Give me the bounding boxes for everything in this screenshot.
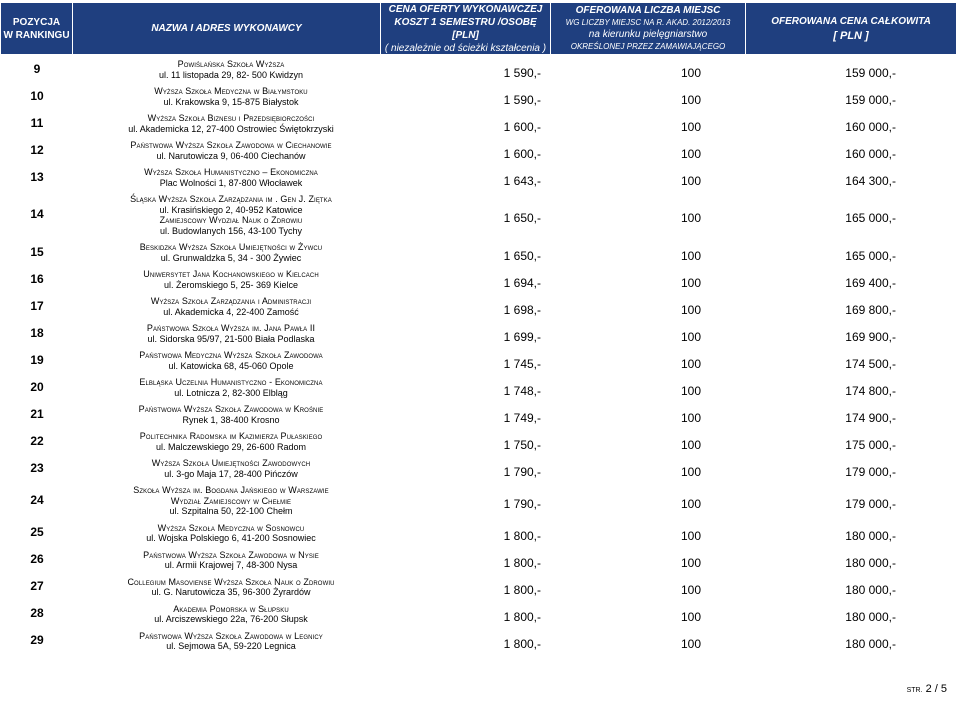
row-cost: 1 600,- [503, 146, 541, 161]
row-cost: 1 600,- [503, 119, 541, 134]
vendor-name: Politechnika Radomska im Kazimierza Pułaskiego [139, 431, 323, 441]
row-cost: 1 800,- [503, 556, 541, 570]
row-rank: 25 [30, 525, 44, 539]
row-vendor [81, 550, 381, 571]
row-rank: 17 [30, 298, 44, 313]
row-total: 180 000,- [845, 556, 896, 570]
table-row [1, 430, 956, 457]
header-cost-line2: KOSZT 1 SEMESTRU /OSOBĘ [PLN] [394, 16, 537, 41]
page-label: STR. [906, 687, 923, 694]
header-cost [381, 3, 551, 54]
row-rank: 18 [30, 325, 44, 340]
table-row [1, 139, 956, 166]
row-rank: 16 [30, 271, 44, 286]
vendor-name: Akademia Pomorska w Słupsku [173, 603, 289, 614]
vendor-address: ul. Arciszewskiego 22a, 76-200 Słupsk [154, 614, 308, 624]
row-vendor [81, 167, 381, 188]
row-places: 100 [680, 496, 702, 511]
vendor-name: Państwowa Wyższa Szkoła Zawodowa w Legnicy [139, 630, 323, 641]
row-cost: 1 800,- [503, 637, 541, 651]
header-name [73, 3, 381, 54]
row-places: 100 [680, 248, 702, 263]
table-row [1, 549, 956, 576]
table-row [1, 193, 956, 241]
row-places: 100 [680, 383, 702, 398]
row-total: 169 900,- [845, 329, 896, 344]
row-vendor [81, 140, 381, 161]
header-places-line2: WG LICZBY MIEJSC NA R. AKAD. 2012/2013 [565, 17, 731, 27]
row-cost: 1 745,- [503, 356, 541, 371]
row-cost: 1 748,- [503, 383, 541, 398]
vendor-name: Collegium Masoviense Wyższa Szkoła Nauk o Zdrowiu [127, 576, 335, 587]
row-vendor [81, 113, 381, 134]
vendor-address: ul. Malczewskiego 29, 26-600 Radom [155, 441, 307, 452]
page-number [907, 683, 947, 695]
row-rank: 9 [33, 61, 41, 76]
vendor-name: Wyższa Szkoła Medyczna w Białymstoku [154, 86, 308, 96]
row-total: 164 300,- [845, 173, 896, 188]
header-places-line3: na kierunku pielęgniarstwo [588, 28, 708, 40]
row-cost: 1 750,- [503, 437, 541, 452]
row-places: 100 [680, 610, 702, 624]
vendor-address: ul. Lotnicza 2, 82-300 Elbląg [174, 387, 288, 398]
row-vendor [81, 431, 381, 452]
row-vendor [81, 269, 381, 290]
row-cost: 1 590,- [503, 65, 541, 80]
row-vendor [81, 296, 381, 317]
vendor-address: ul. Sejmowa 5A, 59-220 Legnica [166, 641, 296, 651]
vendor-address: ul. Grunwaldzka 5, 34 - 300 Żywiec [160, 252, 302, 263]
vendor-name: Wyższa Szkoła Medyczna w Sosnowcu [157, 522, 305, 533]
row-cost: 1 590,- [503, 92, 541, 107]
row-places: 100 [680, 464, 702, 479]
vendor-address: ul. Szpitalna 50, 22-100 Chełm [169, 506, 293, 516]
vendor-name: Państwowa Wyższa Szkoła Zawodowa w Nysie [143, 549, 319, 560]
table-row [1, 112, 956, 139]
row-rank: 13 [30, 169, 44, 184]
row-vendor [81, 350, 381, 371]
row-cost: 1 790,- [503, 464, 541, 479]
row-total: 165 000,- [845, 211, 896, 225]
row-vendor [81, 59, 381, 80]
row-total: 180 000,- [845, 529, 896, 543]
row-rank: 10 [30, 88, 44, 103]
row-vendor [81, 631, 381, 652]
row-cost: 1 800,- [503, 610, 541, 624]
row-total: 180 000,- [845, 583, 896, 597]
row-cost: 1 694,- [503, 275, 541, 290]
row-places: 100 [680, 556, 702, 570]
row-places: 100 [680, 356, 702, 371]
row-cost: 1 698,- [503, 302, 541, 317]
row-vendor [81, 458, 381, 479]
row-places: 100 [680, 211, 702, 225]
row-places: 100 [680, 637, 702, 651]
vendor-address: Rynek 1, 38-400 Krosno [182, 414, 280, 425]
row-vendor [81, 86, 381, 107]
vendor-address: ul. Narutowicza 9, 06-400 Ciechanów [156, 150, 306, 161]
vendor-address: ul. Żeromskiego 5, 25- 369 Kielce [163, 279, 299, 290]
row-total: 165 000,- [845, 248, 896, 263]
row-vendor [81, 523, 381, 544]
header-places [551, 3, 746, 54]
table-row [1, 522, 956, 549]
row-rank: 23 [30, 460, 44, 475]
header-cost-line3: ( niezależnie od ścieżki kształcenia ) [384, 42, 547, 54]
table-row [1, 630, 956, 657]
row-total: 174 500,- [845, 356, 896, 371]
row-rank: 26 [30, 552, 44, 566]
vendor-address: ul. 11 listopada 29, 82- 500 Kwidzyn [159, 69, 303, 80]
table-row [1, 166, 956, 193]
row-rank: 20 [30, 379, 44, 394]
vendor-name: Zamiejscowy Wydział Nauk o Zdrowiu [159, 215, 303, 225]
header-rank [1, 3, 73, 54]
vendor-address: ul. Wojska Polskiego 6, 41-200 Sosnowiec [146, 533, 316, 543]
row-total: 159 000,- [845, 65, 896, 80]
row-rank: 22 [30, 433, 44, 448]
vendor-address: ul. Akademicka 12, 27-400 Ostrowiec Świętokrzyski [128, 123, 334, 134]
vendor-name: Uniwersytet Jana Kochanowskiego w Kielcach [143, 269, 319, 279]
table-row [1, 484, 956, 522]
header-places-line4: OKREŚLONEJ PRZEZ ZAMAWIAJĄCEGO [570, 41, 726, 51]
table-header [1, 3, 956, 54]
table-row [1, 295, 956, 322]
row-vendor [81, 323, 381, 344]
row-total: 179 000,- [845, 496, 896, 511]
vendor-address: ul. G. Narutowicza 35, 96-300 Żyrardów [151, 587, 311, 597]
table-row [1, 349, 956, 376]
table-row [1, 85, 956, 112]
row-rank: 21 [30, 406, 44, 421]
vendor-address: ul. Sidorska 95/97, 21-500 Biała Podlaska [147, 333, 315, 344]
row-vendor [81, 604, 381, 625]
row-cost: 1 790,- [503, 496, 541, 511]
table-row [1, 58, 956, 85]
header-name-text: NAZWA I ADRES WYKONAWCY [151, 23, 302, 34]
table-row [1, 603, 956, 630]
row-rank: 14 [30, 207, 44, 221]
vendor-address: ul. Armii Krajowej 7, 48-300 Nysa [164, 560, 298, 570]
table-row [1, 322, 956, 349]
row-total: 160 000,- [845, 119, 896, 134]
vendor-address: ul. 3-go Maja 17, 28-400 Pińczów [164, 468, 298, 479]
row-places: 100 [680, 275, 702, 290]
table-row [1, 376, 956, 403]
table-row [1, 241, 956, 268]
row-places: 100 [680, 173, 702, 188]
row-vendor [81, 404, 381, 425]
row-vendor [81, 242, 381, 263]
header-total [746, 3, 956, 54]
row-total: 160 000,- [845, 146, 896, 161]
row-total: 180 000,- [845, 610, 896, 624]
header-cost-line1: CENA OFERTY WYKONAWCZEJ [388, 3, 543, 15]
row-vendor [81, 194, 381, 236]
row-places: 100 [680, 583, 702, 597]
vendor-name: Wydział Zamiejscowy w Chełmie [170, 495, 292, 506]
vendor-name: Państwowa Wyższa Szkoła Zawodowa w Krośnie [138, 404, 324, 414]
vendor-name: Państwowa Medyczna Wyższa Szkoła Zawodowa [139, 350, 323, 360]
row-rank: 11 [30, 115, 44, 130]
table-row [1, 457, 956, 484]
vendor-address: ul. Budowlanych 156, 43-100 Tychy [160, 225, 302, 236]
row-places: 100 [680, 329, 702, 344]
header-total-line2: [ PLN ] [833, 29, 869, 42]
row-cost: 1 650,- [503, 248, 541, 263]
vendor-name: Powiślańska Szkoła Wyższa [177, 59, 285, 69]
vendor-name: Wyższa Szkoła Biznesu i Przedsiębiorczości [147, 113, 315, 123]
row-vendor [81, 485, 381, 517]
vendor-name: Szkoła Wyższa im. Bogdana Jańskiego w Warszawie [133, 485, 329, 495]
header-places-line1: OFEROWANA LICZBA MIEJSC [575, 4, 721, 16]
vendor-address: ul. Akademicka 4, 22-400 Zamość [163, 306, 299, 317]
vendor-address: ul. Krakowska 9, 15-875 Białystok [163, 96, 299, 107]
row-rank: 15 [30, 244, 44, 259]
row-places: 100 [680, 119, 702, 134]
row-cost: 1 650,- [503, 211, 541, 225]
row-total: 174 900,- [845, 410, 896, 425]
vendor-name: Wyższa Szkoła Umiejętności Zawodowych [151, 458, 311, 468]
vendor-name: Elbląska Uczelnia Humanistyczno - Ekonomiczna [139, 377, 323, 387]
row-rank: 19 [30, 352, 44, 367]
row-places: 100 [680, 410, 702, 425]
row-cost: 1 643,- [503, 173, 541, 188]
row-vendor [81, 377, 381, 398]
vendor-address: ul. Katowicka 68, 45-060 Opole [168, 360, 294, 371]
row-rank: 27 [30, 579, 44, 593]
row-total: 174 800,- [845, 383, 896, 398]
row-cost: 1 800,- [503, 583, 541, 597]
vendor-address: ul. Krasińskiego 2, 40-952 Katowice [159, 204, 303, 215]
vendor-name: Państwowa Wyższa Szkoła Zawodowa w Ciechanowie [130, 140, 332, 150]
row-total: 179 000,- [845, 464, 896, 479]
vendor-name: Wyższa Szkoła Humanistyczno – Ekonomiczna [144, 167, 318, 177]
row-total: 169 400,- [845, 275, 896, 290]
vendor-name: Wyższa Szkoła Zarządzania i Administracji [150, 296, 312, 306]
row-total: 169 800,- [845, 302, 896, 317]
row-cost: 1 699,- [503, 329, 541, 344]
row-cost: 1 800,- [503, 529, 541, 543]
row-places: 100 [680, 302, 702, 317]
row-vendor [81, 577, 381, 598]
vendor-address: Plac Wolności 1, 87-800 Włocławek [159, 177, 303, 188]
page-value: 2 / 5 [925, 683, 947, 695]
row-rank: 12 [30, 142, 44, 157]
row-rank: 29 [30, 633, 44, 647]
row-total: 180 000,- [845, 637, 896, 651]
row-total: 159 000,- [845, 92, 896, 107]
row-total: 175 000,- [845, 437, 896, 452]
vendor-name: Śląska Wyższa Szkoła Zarządzania im . Gen J. Ziętka [130, 194, 332, 204]
row-places: 100 [680, 529, 702, 543]
vendor-name: Beskidzka Wyższa Szkoła Umiejętności w Żywcu [139, 242, 323, 252]
row-places: 100 [680, 92, 702, 107]
header-rank-line2: W RANKINGU [3, 29, 70, 41]
table-row [1, 576, 956, 603]
row-rank: 28 [30, 606, 44, 620]
table-row [1, 268, 956, 295]
table-row [1, 403, 956, 430]
row-rank: 24 [30, 492, 44, 507]
row-places: 100 [680, 146, 702, 161]
vendor-name: Państwowa Szkoła Wyższa im. Jana Pawła II [146, 323, 316, 333]
row-places: 100 [680, 437, 702, 452]
row-cost: 1 749,- [503, 410, 541, 425]
header-rank-line1: POZYCJA [12, 16, 61, 28]
header-total-line1: OFEROWANA CENA CAŁKOWITA [771, 15, 931, 27]
row-places: 100 [680, 65, 702, 80]
